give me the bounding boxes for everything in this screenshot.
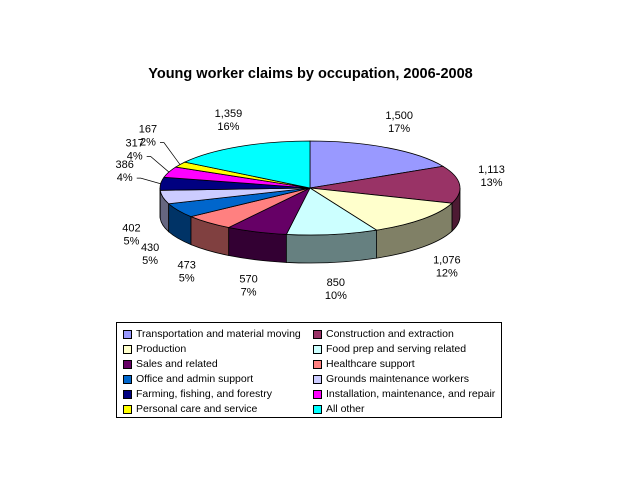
data-label-value-all-other: 1,359: [214, 108, 243, 121]
legend-item-personal-care-and-service: [123, 402, 257, 416]
legend-item-healthcare-support: [313, 357, 415, 371]
legend-item-installation-maintenance-and-repair: [313, 387, 495, 401]
legend-swatch-grounds-maintenance-workers: [313, 375, 322, 384]
data-label-percent-farming-fishing-and-forestry: 4%: [116, 172, 133, 185]
legend-swatch-installation-maintenance-and-repair: [313, 390, 322, 399]
legend-swatch-transportation-and-material-moving: [123, 330, 132, 339]
data-label-percent-production: 12%: [435, 267, 458, 280]
legend-item-food-prep-and-serving-related: [313, 342, 466, 356]
legend-label-personal-care-and-service: Personal care and service: [136, 403, 258, 415]
data-label-percent-transportation-and-material-moving: 17%: [388, 123, 411, 136]
legend-label-healthcare-support: Healthcare support: [326, 358, 415, 370]
legend-item-farming-fishing-and-forestry: [123, 387, 272, 401]
data-label-value-food-prep-and-serving-related: 850: [326, 277, 346, 290]
chart-title: Young worker claims by occupation, 2006-2008: [148, 66, 473, 82]
legend-item-construction-and-extraction: [313, 327, 454, 341]
data-label-percent-office-and-admin-support: 5%: [142, 254, 159, 267]
data-label-percent-grounds-maintenance-workers: 5%: [123, 235, 140, 248]
legend-item-all-other: [313, 402, 365, 416]
data-label-value-transportation-and-material-moving: 1,500: [385, 110, 413, 123]
legend-swatch-healthcare-support: [313, 360, 322, 369]
data-label-value-personal-care-and-service: 167: [138, 123, 158, 136]
data-label-value-farming-fishing-and-forestry: 386: [115, 159, 134, 172]
legend-item-production: [123, 342, 186, 356]
data-label-percent-installation-maintenance-and-repair: 4%: [126, 150, 143, 163]
data-label-percent-all-other: 16%: [217, 121, 240, 134]
legend-swatch-farming-fishing-and-forestry: [123, 390, 132, 399]
leader-line-farming-fishing-and-forestry: [137, 178, 161, 184]
legend-label-grounds-maintenance-workers: Grounds maintenance workers: [326, 373, 469, 385]
data-label-percent-food-prep-and-serving-related: 10%: [324, 290, 347, 303]
legend-swatch-food-prep-and-serving-related: [313, 345, 322, 354]
data-label-value-sales-and-related: 570: [239, 273, 258, 286]
data-label-percent-sales-and-related: 7%: [240, 286, 257, 299]
legend-item-transportation-and-material-moving: [123, 327, 301, 341]
legend-label-construction-and-extraction: Construction and extraction: [326, 328, 454, 340]
legend-label-transportation-and-material-moving: Transportation and material moving: [136, 328, 301, 340]
legend-item-sales-and-related: [123, 357, 218, 371]
data-label-percent-personal-care-and-service: 2%: [140, 136, 156, 149]
leader-line-installation-maintenance-and-repair: [147, 156, 169, 172]
legend-item-office-and-admin-support: [123, 372, 253, 386]
data-label-value-installation-maintenance-and-repair: 317: [125, 137, 144, 150]
legend-label-office-and-admin-support: Office and admin support: [136, 373, 254, 385]
legend-label-farming-fishing-and-forestry: Farming, fishing, and forestry: [136, 388, 272, 400]
legend-label-production: Production: [136, 343, 187, 355]
legend-label-all-other: All other: [326, 403, 365, 415]
leader-line-personal-care-and-service: [160, 143, 180, 165]
data-label-value-healthcare-support: 473: [177, 259, 196, 272]
legend-label-sales-and-related: Sales and related: [136, 358, 218, 370]
data-label-value-construction-and-extraction: 1,113: [478, 163, 505, 176]
legend-item-grounds-maintenance-workers: [313, 372, 469, 386]
legend-label-food-prep-and-serving-related: Food prep and serving related: [326, 343, 467, 355]
legend-swatch-office-and-admin-support: [123, 375, 132, 384]
legend-swatch-sales-and-related: [123, 360, 132, 369]
legend-swatch-all-other: [313, 405, 322, 414]
data-label-value-production: 1,076: [433, 254, 461, 267]
chart-legend: [116, 322, 502, 418]
data-label-percent-healthcare-support: 5%: [178, 272, 195, 285]
data-label-percent-construction-and-extraction: 13%: [480, 176, 503, 189]
legend-swatch-production: [123, 345, 132, 354]
data-label-value-office-and-admin-support: 430: [140, 241, 160, 254]
legend-label-installation-maintenance-and-repair: Installation, maintenance, and repair: [326, 388, 496, 400]
data-label-value-grounds-maintenance-workers: 402: [122, 222, 141, 235]
legend-swatch-construction-and-extraction: [313, 330, 322, 339]
legend-swatch-personal-care-and-service: [123, 405, 132, 414]
